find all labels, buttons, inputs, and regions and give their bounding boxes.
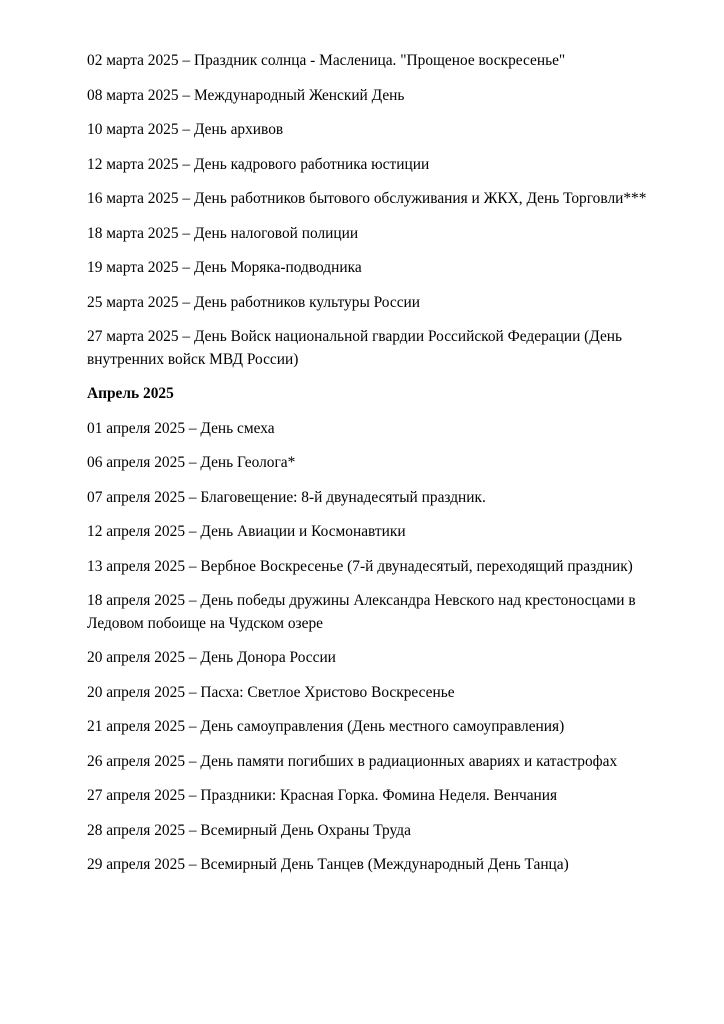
list-item: 12 апреля 2025 – День Авиации и Космонавтики	[87, 523, 406, 540]
list-item: 25 марта 2025 – День работников культуры России	[87, 293, 421, 311]
list-item: 21 апреля 2025 – День самоуправления (День местного самоуправления)	[87, 718, 565, 735]
list-item: 08 марта 2025 – Международный Женский День	[87, 86, 405, 104]
list-item: 06 апреля 2025 – День Геолога*	[87, 454, 296, 471]
list-item: 13 апреля 2025 – Вербное Воскресенье (7-й двунадесятый, переходящий праздник)	[87, 557, 633, 575]
list-item: 29 апреля 2025 – Всемирный День Танцев (Международный День Танца)	[87, 856, 569, 873]
list-item: 20 апреля 2025 – Пасха: Светлое Христово Воскресенье	[87, 683, 455, 701]
list-item: 28 апреля 2025 – Всемирный День Охраны Труда	[87, 821, 411, 839]
list-item: 01 апреля 2025 – День смеха	[87, 419, 275, 437]
list-item: 07 апреля 2025 – Благовещение: 8-й двунадесятый праздник.	[87, 488, 486, 506]
list-item: 12 марта 2025 – День кадрового работника юстиции	[87, 155, 430, 173]
list-item: 19 марта 2025 – День Моряка-подводника	[87, 259, 362, 276]
list-item: 20 апреля 2025 – День Донора России	[87, 649, 336, 666]
section-heading-april: Апрель 2025	[87, 385, 174, 402]
list-item: 27 апреля 2025 – Праздники: Красная Горка. Фомина Неделя. Венчания	[87, 787, 558, 804]
list-item: 26 апреля 2025 – День памяти погибших в радиационных авариях и катастрофах	[87, 752, 618, 770]
list-item: 10 марта 2025 – День архивов	[87, 121, 284, 138]
list-item: 18 апреля 2025 – День победы дружины Александра Невского над крестоносцами в Ледовом побоище на Чудском озере	[87, 592, 636, 632]
document-page	[87, 50, 647, 889]
list-item: 18 марта 2025 – День налоговой полиции	[87, 224, 359, 242]
list-item: 02 марта 2025 – Праздник солнца - Масленица. "Прощеное воскресенье"	[87, 52, 566, 69]
list-item: 16 марта 2025 – День работников бытового обслуживания и ЖКХ, День Торговли***	[87, 190, 647, 207]
list-item: 27 марта 2025 – День Войск национальной гвардии Российской Федерации (День внутренних войск МВД России)	[87, 328, 623, 368]
